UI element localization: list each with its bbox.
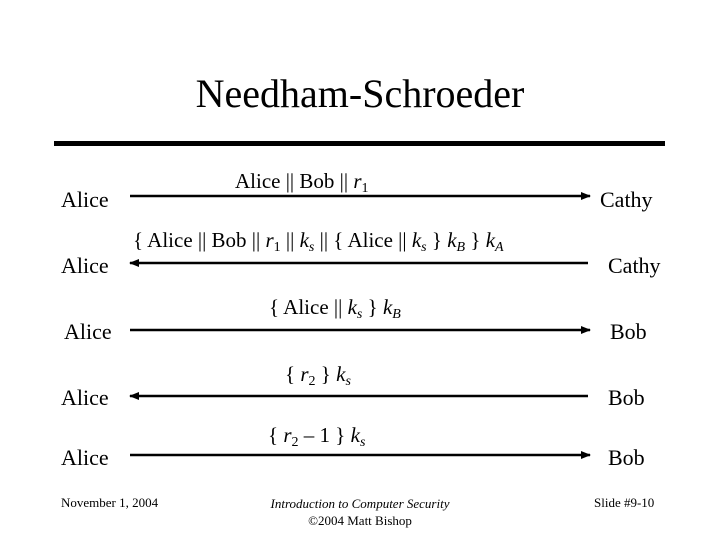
party-left-step-5: Alice [61,445,109,470]
message-step-3: { Alice || $k_s$ } $k_B$ [269,295,401,322]
message-step-1: Alice || Bob || $r_1$ [235,169,369,196]
party-right-step-2: Cathy [608,253,661,278]
party-left-step-1: Alice [61,187,109,212]
footer-copyright: ©2004 Matt Bishop [308,513,412,528]
slide-title: Needham-Schroeder [195,71,525,116]
footer-slide-number: Slide #9-10 [594,495,655,510]
party-left-step-3: Alice [64,319,112,344]
party-left-step-2: Alice [61,253,109,278]
party-right-step-5: Bob [608,445,645,470]
party-right-step-3: Bob [610,319,647,344]
party-left-step-4: Alice [61,385,109,410]
footer-date: November 1, 2004 [61,495,159,510]
message-step-5: { $r_2 - 1$ } $k_s$ [268,423,366,450]
message-step-4: { $r_2$ } $k_s$ [285,362,351,389]
footer-course: Introduction to Computer Security [270,496,450,511]
party-right-step-1: Cathy [600,187,653,212]
message-step-2: { Alice || Bob || $r_1$ || $k_s$ || { Alice || $k_s$ } $k_B$ } $k_A$ [133,228,504,255]
party-right-step-4: Bob [608,385,645,410]
